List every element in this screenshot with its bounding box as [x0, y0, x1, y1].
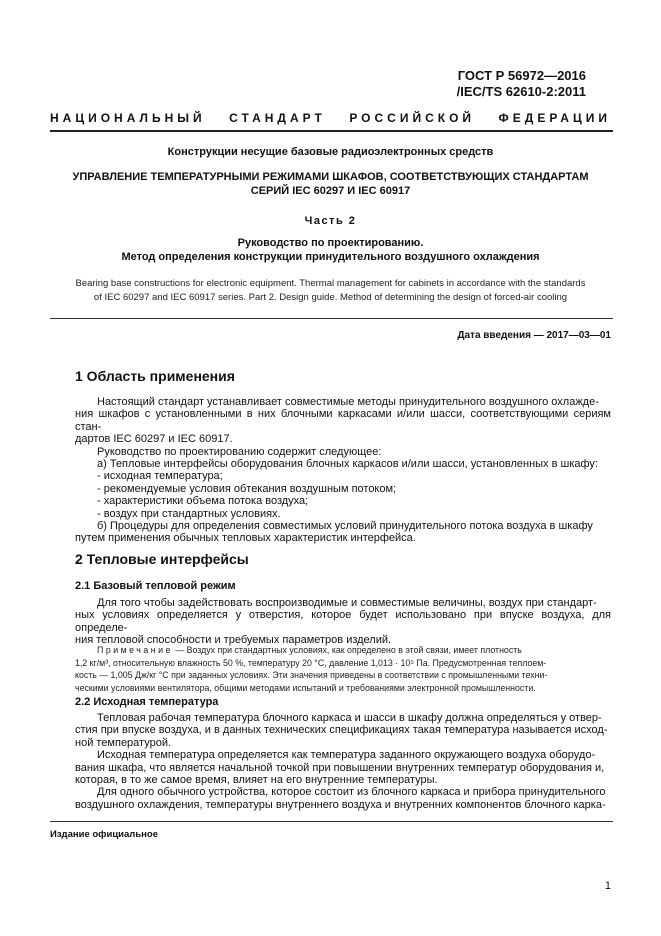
part-label: Часть 2: [304, 215, 357, 227]
paragraph-line: воздушного охлаждения, температуры внутреннего воздуха и внутренних компонентов блочного карка-: [75, 798, 606, 811]
subtitle-line: Метод определения конструкции принудительного воздушного охлаждения: [121, 251, 540, 263]
document-group-title: Конструкции несущие базовые радиоэлектронных средств: [167, 146, 494, 158]
page-number: 1: [604, 880, 611, 892]
paragraph-line: Руководство по проектированию содержит следующее:: [97, 445, 382, 458]
iec-number: /IEC/TS 62610-2:2011: [456, 84, 586, 99]
english-title-line: of IEC 60297 and IEC 60917 series. Part 2. Design guide. Method of determining the design of forced-air cooling: [93, 292, 568, 303]
paragraph-line: ния шкафов с установленными в них блочными каркасами и/или шасси, соответствующими сериям стан-: [75, 408, 611, 433]
paragraph-line: ной температурой.: [75, 736, 172, 749]
list-item: - воздух при стандартных условиях.: [97, 507, 281, 520]
note-line: кость — 1,005 Дж/кг °С при заданных условиях. Эти значения приведены в соответствии с промышленными техни-: [75, 670, 548, 681]
subsection-2-2-body: [75, 712, 611, 811]
standard-designation: [457, 68, 586, 100]
subsection-2-1-heading: 2.1 Базовый тепловой режим: [75, 580, 236, 592]
section-1-heading: 1 Область применения: [75, 368, 235, 384]
list-item: а) Тепловые интерфейсы оборудования блочных каркасов и/или шасси, установленных в шкафу:: [97, 458, 598, 471]
paragraph-line: Настоящий стандарт устанавливает совместимые методы принудительного воздушного охлажде-: [97, 396, 599, 408]
title-rule: [50, 318, 613, 319]
paragraph-line: стия при впуске воздуха, и в данных технических спецификациях такая температура называется исход-: [75, 724, 608, 737]
main-title-line: СЕРИЙ IEC 60297 И IEC 60917: [250, 185, 411, 197]
paragraph-line: которая, в то же самое время, влияет на его внутренние температуры.: [75, 774, 438, 787]
edition-label: Издание официальное: [50, 829, 158, 840]
list-item: - рекомендуемые условия обтекания воздушным потоком;: [97, 482, 397, 495]
note-block: [75, 644, 611, 694]
gost-number: ГОСТ Р 56972—2016: [457, 68, 586, 83]
subtitle-line: Руководство по проектированию.: [237, 237, 424, 249]
document-subtitle: [50, 236, 611, 264]
header-rule: [50, 130, 613, 132]
national-standard-banner: НАЦИОНАЛЬНЫЙ СТАНДАРТ РОССИЙСКОЙ ФЕДЕРАЦИИ: [50, 111, 611, 125]
paragraph-line: дартов IEC 60297 и IEC 60917.: [75, 433, 233, 446]
list-item: - исходная температура;: [97, 470, 223, 483]
paragraph-line: Для того чтобы задействовать воспроизводимые и совместимые величины, воздух при стандарт-: [97, 597, 597, 609]
paragraph-line: ния тепловой способности и требуемых параметров изделий.: [75, 634, 392, 647]
note-line: ческими условиями вентилятора, общими методами испытаний и требованиями электронной промышленности.: [75, 682, 536, 693]
english-title-line: Bearing base constructions for electronic equipment. Thermal management for cabinets in accordance with the standards: [75, 278, 586, 289]
subsection-2-1-body: [75, 597, 611, 647]
paragraph-line: вания шкафа, что является начальной точкой при повышении внутренних температур оборудования и,: [75, 761, 605, 774]
paragraph-line: Для одного обычного устройства, которое состоит из блочного каркаса и прибора принудительного: [97, 786, 606, 799]
list-item: - характеристики объема потока воздуха;: [97, 495, 309, 508]
note-line: [75, 644, 611, 657]
main-title-line: УПРАВЛЕНИЕ ТЕМПЕРАТУРНЫМИ РЕЖИМАМИ ШКАФОВ, СООТВЕТСТВУЮЩИХ СТАНДАРТАМ: [72, 171, 589, 183]
paragraph-line: путем применения обычных тепловых характеристик интерфейса.: [75, 532, 416, 545]
paragraph-line: Исходная температура определяется как температура заданного окружающего воздуха оборудо-: [97, 749, 596, 762]
paragraph-line: ных условиях определяется у отверстия, которое будет использовано при впуске воздуха, для определе-: [75, 609, 611, 634]
note-text: — Воздух при стандартных условиях, как определено в этой связи, имеет плотность: [175, 645, 522, 655]
introduction-date: Дата введения — 2017—03—01: [457, 330, 611, 341]
paragraph-line: Тепловая рабочая температура блочного каркаса и шасси в шкафу должна определяться у отвер-: [97, 712, 602, 724]
english-title: [50, 277, 611, 305]
note-label: Примечание: [97, 645, 173, 655]
section-1-body: [75, 396, 611, 545]
list-item: б) Процедуры для определения совместимых условий принудительного потока воздуха в шкафу: [97, 520, 593, 533]
document-main-title: [50, 170, 611, 198]
subsection-2-2-heading: 2.2 Исходная температура: [75, 696, 219, 708]
note-line: 1,2 кг/м³, относительную влажность 50 %, температуру 20 °С, давление 1,013 · 10⁵ Па. Предусмотренная теплоем-: [75, 657, 547, 668]
footer-rule: [50, 821, 613, 822]
section-2-heading: 2 Тепловые интерфейсы: [75, 551, 249, 567]
